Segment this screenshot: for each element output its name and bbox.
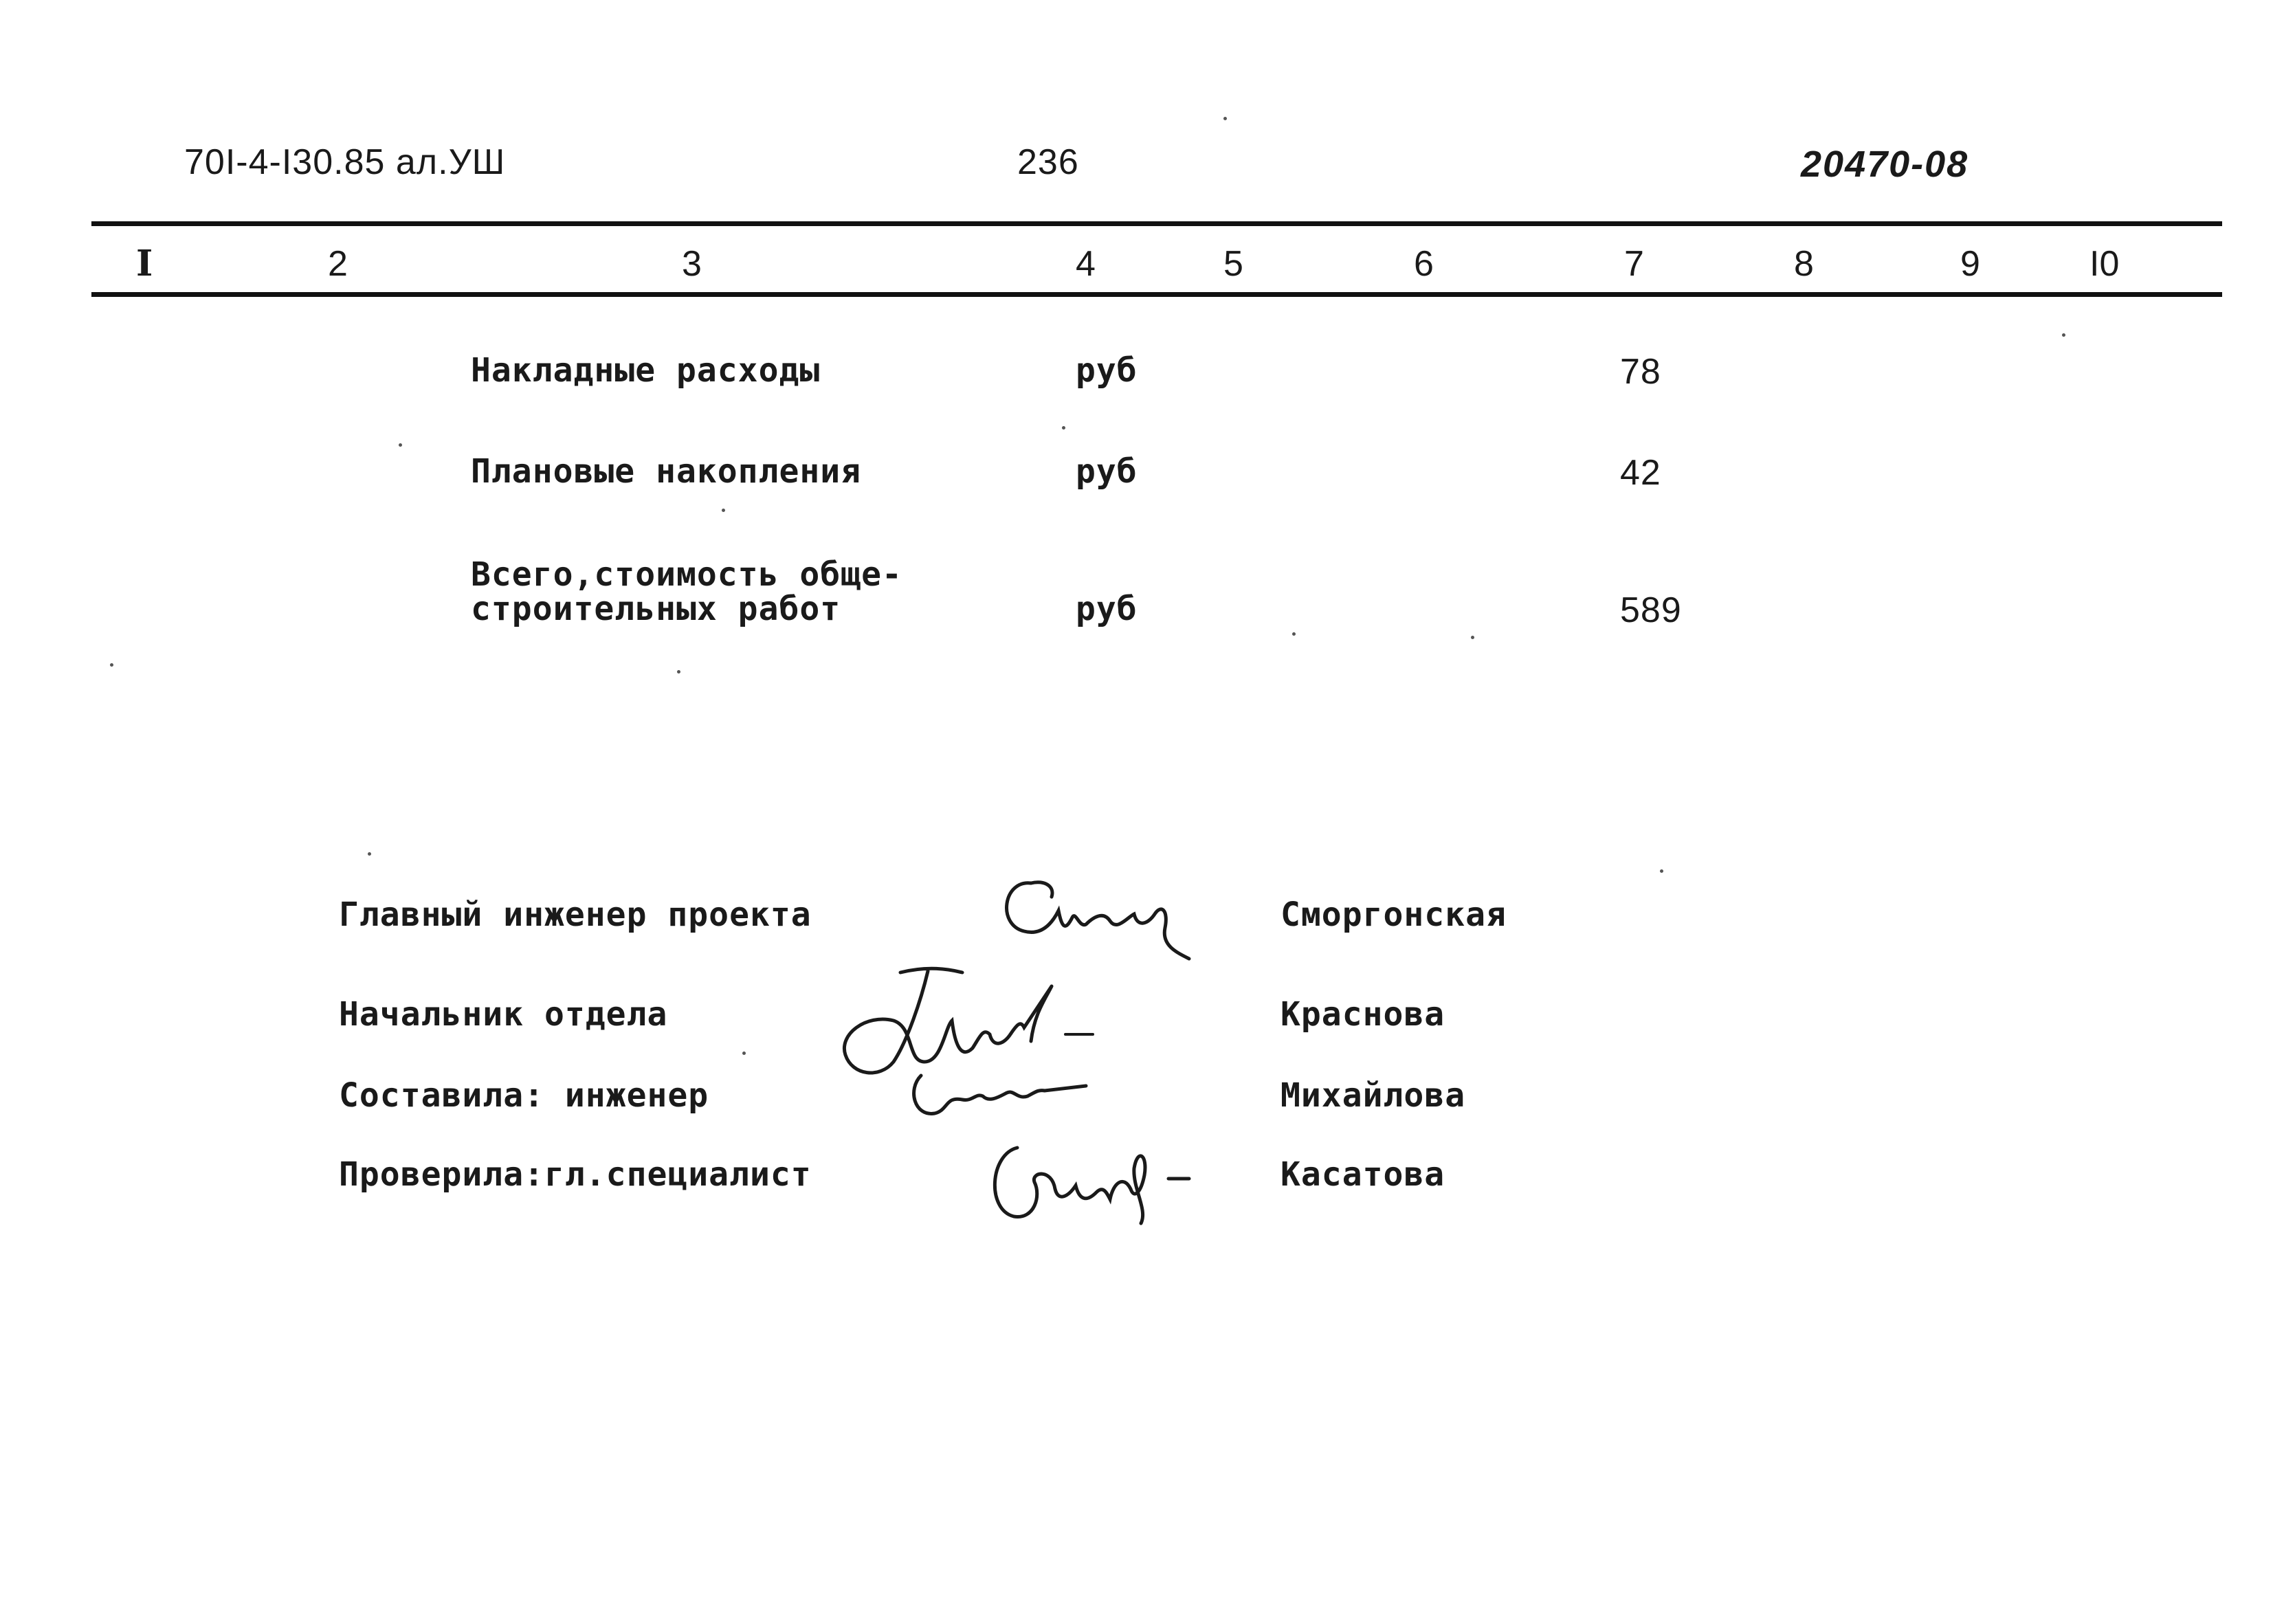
archive-number: 20470-08	[1801, 144, 1969, 185]
scan-speck	[110, 663, 113, 667]
scan-speck	[677, 670, 680, 674]
signature-role-compiler: Составила: инженер	[339, 1076, 709, 1115]
scan-speck	[399, 443, 402, 447]
row-unit-overhead: руб	[1076, 351, 1138, 390]
column-header-2: 2	[328, 244, 348, 284]
doc-code: 70I-4-I30.85 ал.УШ	[184, 142, 506, 182]
column-header-4: 4	[1076, 244, 1096, 284]
scan-speck	[1660, 869, 1663, 873]
column-header-1: I	[136, 243, 153, 285]
scan-speck	[722, 509, 725, 512]
column-header-9: 9	[1960, 244, 1980, 284]
table-top-rule	[91, 221, 2222, 226]
column-header-10: I0	[2089, 244, 2120, 284]
row-name-planned-savings: Плановые накопления	[471, 452, 862, 491]
signature-chief-engineer	[990, 863, 1210, 972]
row-name-overhead: Накладные расходы	[471, 351, 821, 390]
scan-speck	[1471, 636, 1474, 639]
column-header-3: 3	[682, 244, 702, 284]
scan-speck	[742, 1052, 746, 1055]
row-value-planned-savings: 42	[1620, 453, 1661, 493]
row-value-total: 589	[1620, 590, 1682, 630]
signature-department-head	[825, 959, 1141, 1131]
scan-speck	[368, 852, 371, 856]
surname-department-head: Краснова	[1280, 995, 1445, 1034]
column-header-5: 5	[1223, 244, 1243, 284]
surname-compiler: Михайлова	[1280, 1076, 1466, 1115]
surname-checker: Касатова	[1280, 1155, 1445, 1194]
signature-role-checker: Проверила:гл.специалист	[339, 1155, 812, 1194]
row-value-overhead: 78	[1620, 352, 1661, 392]
page-number: 236	[1017, 142, 1079, 182]
scan-speck	[1062, 426, 1065, 430]
signature-checker	[976, 1127, 1210, 1230]
signature-role-department-head: Начальник отдела	[339, 995, 668, 1034]
table-header-rule	[91, 292, 2222, 297]
column-header-7: 7	[1624, 244, 1644, 284]
column-header-6: 6	[1414, 244, 1434, 284]
signature-role-chief-engineer: Главный инженер проекта	[339, 896, 812, 934]
row-name-total-line2: строительных работ	[471, 590, 841, 628]
scan-speck	[1292, 632, 1296, 636]
column-header-8: 8	[1794, 244, 1814, 284]
scan-speck	[1223, 117, 1227, 120]
scan-speck	[2062, 333, 2065, 337]
row-name-total-line1: Всего,стоимость обще-	[471, 555, 902, 594]
row-unit-total: руб	[1076, 590, 1138, 628]
surname-chief-engineer: Сморгонская	[1280, 896, 1507, 934]
row-unit-planned-savings: руб	[1076, 452, 1138, 491]
